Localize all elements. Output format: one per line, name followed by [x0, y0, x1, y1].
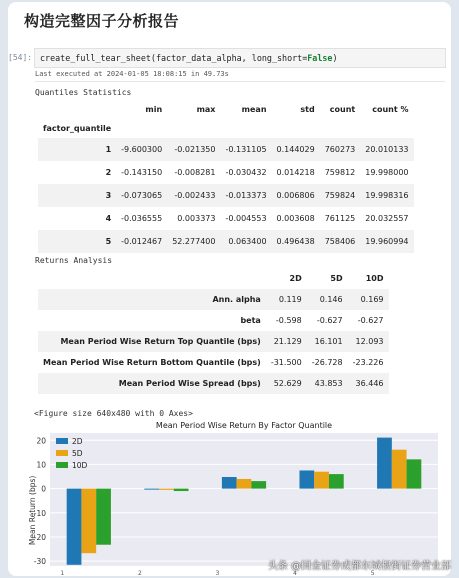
y-axis-label: Mean Return (bps) [28, 475, 37, 546]
returns-table [38, 267, 389, 394]
table-cell: 761125 [324, 214, 356, 223]
row-index: 3 [38, 184, 116, 207]
table-cell: 0.169 [348, 289, 389, 310]
row-index: beta [240, 316, 261, 325]
table-cell: -0.004553 [225, 214, 267, 223]
table-cell: -31.500 [270, 358, 302, 367]
table-cell: -9.600300 [116, 138, 167, 161]
table-header: max [196, 104, 216, 114]
bar [81, 489, 96, 554]
y-tick-label: 20 [36, 436, 46, 446]
table-cell: 43.853 [307, 373, 348, 394]
bar [174, 489, 189, 491]
table-cell: -0.002433 [167, 184, 220, 207]
code-text: create_full_tear_sheet(factor_data_alpha, long_short= [40, 53, 308, 63]
bar [377, 438, 392, 489]
table-row [38, 373, 389, 394]
legend-swatch [56, 450, 68, 456]
table-header-blank [38, 100, 116, 118]
legend-label: 10D [72, 461, 88, 470]
bar [407, 459, 422, 488]
row-index: 5 [38, 230, 116, 253]
table-cell: 0.003608 [276, 214, 315, 223]
legend-label: 5D [72, 449, 83, 458]
table-cell: 12.093 [348, 331, 389, 352]
code-keyword: False [307, 53, 333, 63]
row-index: Mean Period Wise Return Top Quantile (bps) [38, 331, 266, 352]
table-cell: 760273 [320, 138, 361, 161]
table-cell: -0.627 [316, 316, 343, 325]
table-cell: 759812 [324, 168, 356, 177]
bar [251, 481, 266, 488]
x-tick-label: 4 [293, 570, 297, 576]
x-tick-label: 3 [215, 570, 220, 576]
bar [237, 479, 252, 489]
notebook-card [8, 2, 451, 576]
table-cell: -0.013373 [220, 184, 271, 207]
chart-title: Mean Period Wise Return By Factor Quantile [155, 421, 333, 430]
execution-info: Last executed at 2024-01-05 18:08:15 in 49.73s [35, 70, 445, 82]
table-cell: -0.627 [357, 316, 384, 325]
bar [96, 489, 111, 545]
code-suffix: ) [332, 53, 338, 63]
bar [222, 477, 237, 489]
table-cell: 52.629 [266, 373, 307, 394]
bar [392, 450, 407, 489]
table-cell: -0.143150 [121, 168, 163, 177]
index-name: factor_quantile [43, 123, 112, 133]
table-cell: 0.119 [266, 289, 307, 310]
table-cell: 0.003373 [177, 214, 216, 223]
table-cell: 759824 [320, 184, 361, 207]
table-cell: 20.032557 [365, 214, 409, 223]
y-tick-label: 10 [36, 460, 46, 470]
table-cell: 20.010133 [360, 138, 413, 161]
row-index: 1 [38, 138, 116, 161]
table-cell: -0.030432 [225, 168, 267, 177]
quantiles-table [38, 100, 414, 253]
table-cell: -26.728 [311, 358, 343, 367]
table-cell: -0.008281 [174, 168, 216, 177]
table-row [38, 230, 414, 253]
returns-chart [28, 417, 448, 576]
table-header: std [300, 104, 315, 114]
y-tick-label: -20 [33, 532, 46, 542]
x-tick-label: 1 [60, 570, 65, 576]
table-cell: 16.101 [307, 331, 348, 352]
table-row [38, 289, 389, 310]
page-heading: 构造完整因子分析报告 [24, 12, 180, 30]
table-cell: 36.446 [348, 373, 389, 394]
table-cell: 19.998000 [365, 168, 409, 177]
table-row [38, 161, 414, 184]
row-index: 4 [105, 214, 112, 223]
bar [329, 474, 344, 489]
bar [314, 472, 329, 489]
table-cell: -0.021350 [167, 138, 220, 161]
table-header-blank [38, 267, 266, 289]
table-cell: -0.012467 [116, 230, 167, 253]
row-index: Ann. alpha [38, 289, 266, 310]
table-row [38, 207, 414, 230]
table-cell: 52.277400 [167, 230, 220, 253]
y-tick-label: -10 [33, 508, 46, 518]
table-cell: 19.960994 [360, 230, 413, 253]
table-cell: 0.496438 [272, 230, 320, 253]
x-tick-label: 2 [137, 570, 142, 576]
table-header: count % [372, 104, 409, 114]
returns-title: Returns Analysis [35, 256, 113, 265]
chart-svg [28, 417, 448, 576]
legend-swatch [56, 438, 68, 444]
table-header: 2D [289, 273, 302, 283]
table-header: mean [241, 104, 267, 114]
table-cell: 19.998316 [360, 184, 413, 207]
table-cell: 0.063400 [220, 230, 271, 253]
row-index: Mean Period Wise Return Bottom Quantile (bps) [43, 358, 261, 367]
quantiles-title: Quantiles Statistics [35, 88, 132, 97]
table-cell: 21.129 [266, 331, 307, 352]
x-tick-label: 5 [370, 570, 375, 576]
watermark-text: 头条 @国金证券成都东城根街证券营业部 [267, 561, 451, 572]
row-index: Mean Period Wise Spread (bps) [38, 373, 266, 394]
table-cell: 0.006806 [272, 184, 320, 207]
row-index: 2 [105, 168, 112, 177]
table-row [38, 352, 389, 373]
table-cell: 758406 [320, 230, 361, 253]
table-header: min [145, 104, 163, 114]
figure-size-output: <Figure size 640x480 with 0 Axes> [34, 409, 193, 418]
bar [299, 470, 314, 488]
table-cell: -0.073065 [116, 184, 167, 207]
bar [159, 489, 174, 490]
bar [144, 489, 159, 490]
table-cell: 0.014218 [276, 168, 315, 177]
table-cell: -0.131105 [220, 138, 271, 161]
table-header: 10D [365, 273, 384, 283]
table-cell: -0.598 [275, 316, 302, 325]
legend-label: 2D [72, 437, 83, 446]
table-cell: -23.226 [352, 358, 384, 367]
y-tick-label: -30 [33, 557, 46, 567]
bar [67, 489, 82, 565]
y-tick-label: 0 [41, 484, 46, 494]
table-cell: 0.146 [307, 289, 348, 310]
table-row [38, 184, 414, 207]
legend-swatch [56, 462, 68, 468]
table-cell: 0.144029 [272, 138, 320, 161]
table-header: 5D [330, 273, 343, 283]
table-row [38, 138, 414, 161]
table-row [38, 331, 389, 352]
code-cell[interactable] [34, 48, 446, 68]
table-cell: -0.036555 [121, 214, 163, 223]
table-row [38, 310, 389, 331]
table-header: count [329, 104, 356, 114]
cell-prompt: [54]: [8, 53, 33, 62]
